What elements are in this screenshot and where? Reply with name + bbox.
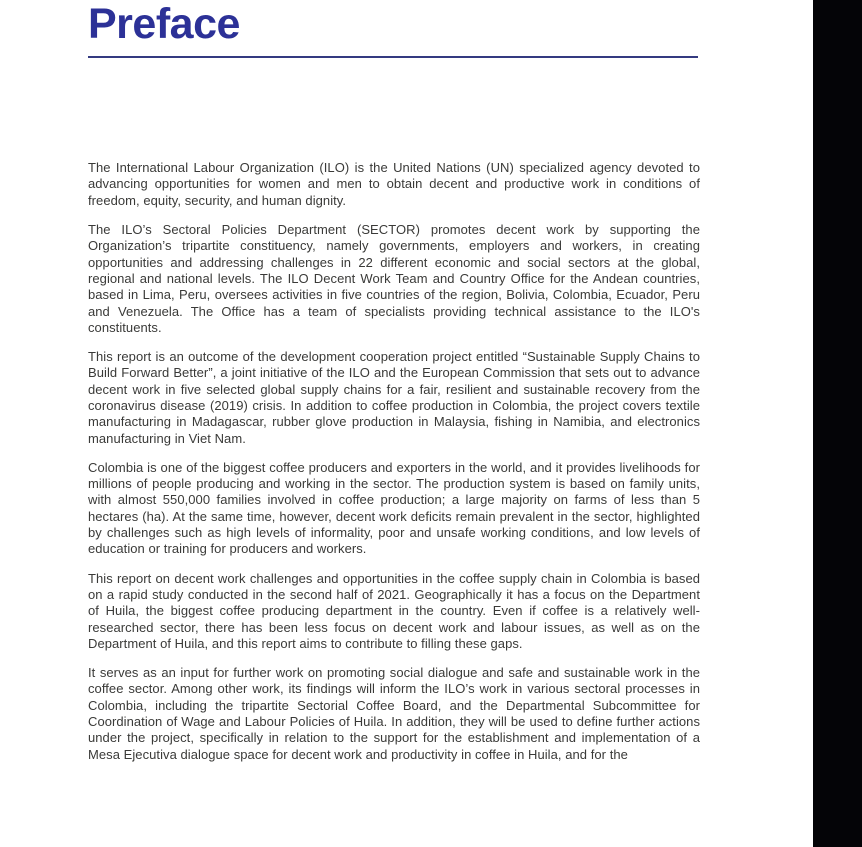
page-content	[88, 0, 700, 776]
preface-paragraph: The ILO’s Sectoral Policies Department (SECTOR) promotes decent work by supporting the Organization’s tripartite constituency, namely governments, employers and workers, in creating opportunities and addressing challenges in 22 different economic and social sectors at the global, regional and national levels. The ILO Decent Work Team and Country Office for the Andean countries, based in Lima, Peru, oversees activities in five countries of the region, Bolivia, Colombia, Ecuador, Peru and Venezuela. The Office has a team of specialists providing technical assistance to the ILO's constituents.	[88, 222, 700, 335]
page-title: Preface	[88, 0, 240, 48]
preface-paragraph: It serves as an input for further work on promoting social dialogue and safe and sustainable work in the coffee sector. Among other work, its findings will inform the ILO’s work in various sectoral processes in Colombia, including the tripartite Sectorial Coffee Board, and the Departmental Subcommittee for Coordination of Wage and Labour Policies of Huila. In addition, they will be used to define further actions under the project, specifically in relation to the support for the establishment and implementation of a Mesa Ejecutiva dialogue space for decent work and productivity in coffee in Huila, and for the	[88, 665, 700, 762]
title-underline-rule	[88, 56, 698, 58]
preface-paragraph: The International Labour Organization (ILO) is the United Nations (UN) specialized agency devoted to advancing opportunities for women and men to obtain decent and productive work in conditions of freedom, equity, security, and human dignity.	[88, 160, 700, 208]
page-edge-bar	[813, 0, 862, 847]
body-text-block	[88, 160, 700, 763]
preface-paragraph: This report on decent work challenges and opportunities in the coffee supply chain in Colombia is based on a rapid study conducted in the second half of 2021. Geographically it has a focus on the Department of Huila, the biggest coffee producing department in the country. Even if coffee is a relatively well-researched sector, there has been less focus on decent work and labour issues, as well as on the Department of Huila, and this report aims to contribute to filling these gaps.	[88, 570, 700, 651]
preface-paragraph: This report is an outcome of the development cooperation project entitled “Sustainable Supply Chains to Build Forward Better”, a joint initiative of the ILO and the European Commission that sets out to advance decent work in five selected global supply chains for a fair, resilient and sustainable recovery from the coronavirus disease (2019) crisis. In addition to coffee production in Colombia, the project covers textile manufacturing in Madagascar, rubber glove production in Malaysia, fishing in Namibia, and electronics manufacturing in Viet Nam.	[88, 349, 700, 446]
preface-paragraph: Colombia is one of the biggest coffee producers and exporters in the world, and it provides livelihoods for millions of people producing and working in the sector. The production system is based on family units, with almost 550,000 families involved in coffee production; a large majority on farms of less than 5 hectares (ha). At the same time, however, decent work deficits remain prevalent in the sector, highlighted by challenges such as high levels of informality, poor and unsafe working conditions, and low levels of education or training for producers and workers.	[88, 459, 700, 557]
